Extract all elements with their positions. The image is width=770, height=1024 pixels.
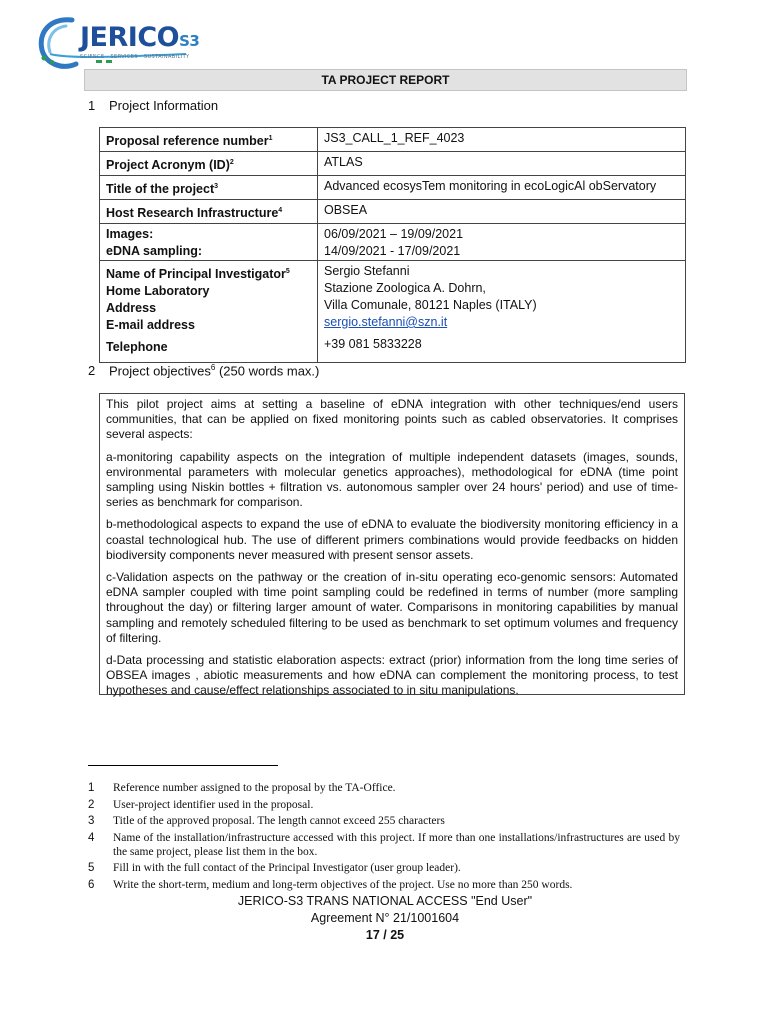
footnote: 5 Fill in with the full contact of the Principal Investigator (user group leader). — [88, 862, 461, 874]
footnote: 1 Reference number assigned to the proposal by the TA-Office. — [88, 782, 396, 794]
project-info-table — [99, 127, 686, 363]
objectives-paragraph: a-monitoring capability aspects on the integration of multiple independent datasets (images, sounds, environmental parameters with molecular genetics approaches), methodological for eDNA (time point sampling using Niskin bottles + filtration vs. autonomous sampler over 24 hours' period) and use of time-series as benchmark for comparison. — [106, 449, 678, 510]
objectives-box — [99, 393, 685, 698]
report-title-bar: TA PROJECT REPORT — [84, 69, 687, 91]
pi-name: Sergio Stefanni — [324, 264, 410, 278]
footnote: 3 Title of the approved proposal. The length cannot exceed 255 characters — [88, 815, 445, 827]
footer-title: JERICO-S3 TRANS NATIONAL ACCESS "End User" — [237, 894, 533, 908]
table-row: Proposal reference number$^1$ JS3_CALL_1_REF_4023 — [100, 128, 686, 152]
logo-tagline: SCIENCE · SERVICES · SUSTAINABILITY — [80, 54, 190, 60]
jerico-logo — [36, 14, 200, 70]
table-row: Host Research Infrastructure$^4$ OBSEA — [100, 200, 686, 224]
objectives-paragraph: c-Validation aspects on the pathway or the creation of in-situ operating eco-genomic sensors: Automated eDNA sampler coupled with time point sampling could be redefined in terms of number (more sampling throughout the day) or filtering larger amount of water. Comparisons in monitoring capabilities by manual sampling and remotely scheduled filtering to be used as benchmark to set optimum volumes and frequency of filtering. — [106, 570, 678, 645]
footnote: 6 Write the short-term, medium and long-term objectives of the project. Use no more than 250 words. — [88, 878, 573, 891]
table-row: Title of the project$^3$ Advanced ecosysTem monitoring in ecoLogicAl obServatory — [100, 176, 686, 200]
footnote-divider — [88, 765, 278, 766]
footer-agreement: Agreement N° 21/1001604 — [310, 911, 460, 925]
logo-wordmark: JERICOS3 — [80, 22, 200, 53]
table-row: Project Acronym (ID)$^2$ ATLAS — [100, 152, 686, 176]
section-2-heading: 2 Project objectives$^6$ (250 words max.) — [88, 363, 320, 379]
footnotes — [88, 781, 680, 894]
objectives-paragraph: b-methodological aspects to expand the use of eDNA to evaluate the biodiversity monitoring efficiency in a coastal technological hub. The use of different primers combinations would provide feedbacks on hidden biodiversity components never measured with present sensor assets. — [106, 517, 678, 562]
objectives-paragraph: This pilot project aims at setting a baseline of eDNA integration with other techniques/end users communities, that can be applied on fixed monitoring points such as cabled observatories. It comprises several aspects: — [106, 397, 678, 442]
footnote: 2 User-project identifier used in the proposal. — [88, 798, 314, 811]
objectives-paragraph: d-Data processing and statistic elaboration aspects: extract (prior) information from the long time series of OBSEA images , abiotic measurements and how eDNA can complement the monitoring process, to test hypotheses and cause/effect relationships associated to in situ manipulations. — [106, 653, 678, 698]
table-row: Name of Principal Investigator$^5$ Home Laboratory Address E-mail address Telephone Sergio Stefanni Stazione Zoologica A. Dohrn, Villa Comunale, 80121 Naples (ITALY) sergio.stefanni@szn.it +39 081 5833228 — [100, 261, 686, 363]
page-number: 17 / 25 — [365, 928, 405, 942]
table-row: Images: eDNA sampling: 06/09/2021 – 19/09/2021 14/09/2021 - 17/09/2021 — [100, 224, 686, 261]
email-link[interactable]: sergio.stefanni@szn.it — [324, 315, 448, 329]
section-1-heading: 1 Project Information — [88, 98, 219, 113]
footnote: 4 Name of the installation/infrastructure accessed with this project. If more than one installations/infrastructures are used by the same project, please list them in the box. — [88, 831, 680, 858]
